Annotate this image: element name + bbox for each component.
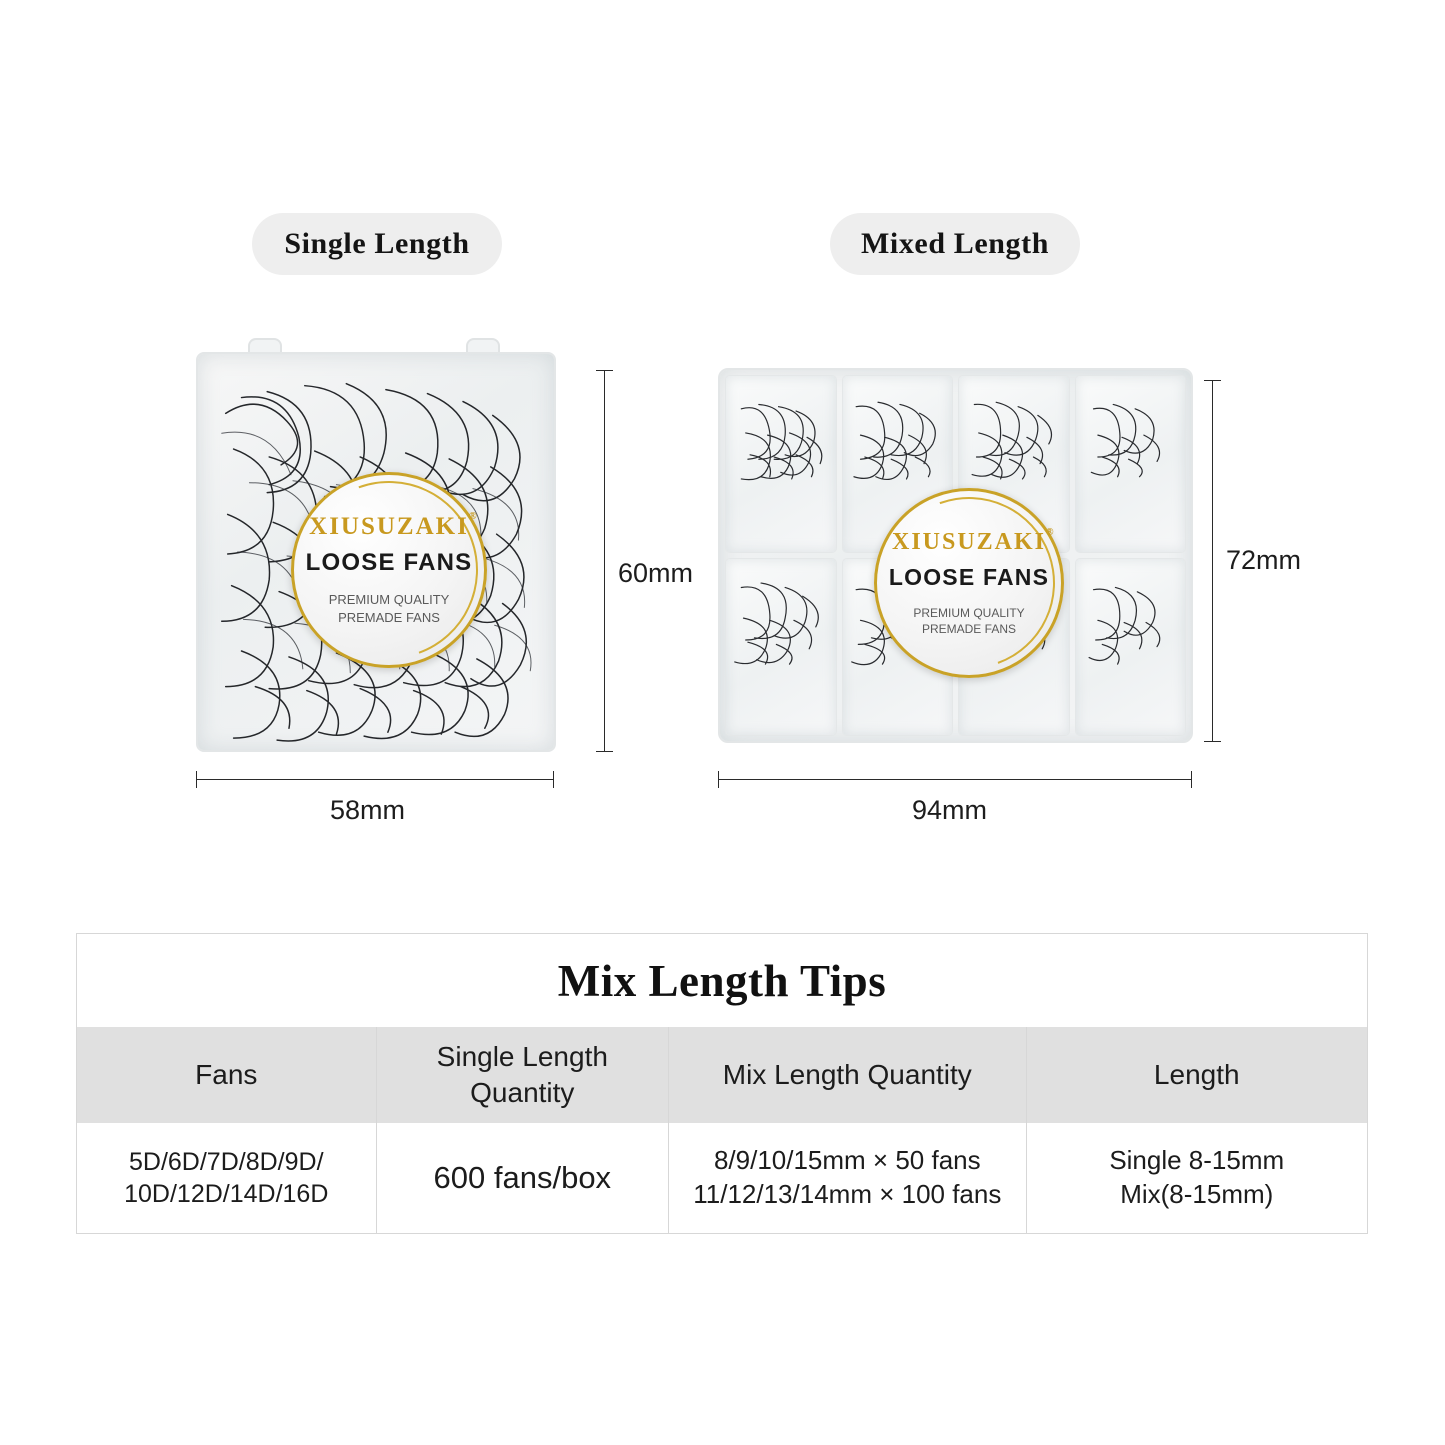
trademark-symbol: ® <box>1046 526 1056 538</box>
table-header-mix-length-quantity: Mix Length Quantity <box>669 1027 1026 1123</box>
dimension-line-single-height <box>604 370 605 752</box>
brand-sticker-single <box>291 472 487 668</box>
tagline-line-2: PREMADE FANS <box>338 610 440 625</box>
dimension-mixed-height-text: 72mm <box>1226 545 1302 575</box>
compartment <box>1075 375 1187 553</box>
label-mixed-length-text: Mixed Length <box>860 227 1050 260</box>
brand-sticker-mixed <box>874 488 1064 678</box>
table-cell-single-length-quantity: 600 fans/box <box>377 1123 670 1233</box>
dimension-mixed-width-text: 94mm <box>912 795 988 825</box>
table-cell-fans: 5D/6D/7D/8D/9D/ 10D/12D/14D/16D <box>77 1123 377 1233</box>
single-length-box-image <box>196 352 556 752</box>
table-cell-mix-length-quantity: 8/9/10/15mm × 50 fans 11/12/13/14mm × 100 fans <box>669 1123 1026 1233</box>
table-header-row <box>77 1027 1367 1123</box>
dimension-line-mixed-width <box>718 779 1192 780</box>
brand-name: XIUSUZAKI ® <box>891 526 1056 555</box>
brand-name: XIUSUZAKI ® <box>309 511 479 541</box>
dimension-line-single-width <box>196 779 554 780</box>
compartment <box>1075 558 1187 736</box>
table-cell-length: Single 8-15mm Mix(8-15mm) <box>1109 1145 1285 1209</box>
tagline-line-1: PREMIUM QUALITY <box>328 592 450 608</box>
label-single-length-text: Single Length <box>284 227 470 260</box>
mixed-length-box-image <box>718 368 1193 743</box>
product-name: LOOSE FANS <box>888 563 1050 590</box>
tagline-line-1: PREMIUM QUALITY <box>913 605 1025 620</box>
product-name: LOOSE FANS <box>305 549 473 577</box>
table-title: Mix Length Tips <box>77 934 1367 1027</box>
trademark-symbol: ® <box>468 511 479 523</box>
tagline-line-2: PREMADE FANS <box>921 622 1016 636</box>
table-row <box>77 1123 1367 1233</box>
compartment <box>725 558 837 736</box>
label-mixed-length <box>830 213 1080 275</box>
mixed-box-case <box>718 368 1193 743</box>
table-header-length: Length <box>1153 1058 1240 1090</box>
dimension-single-height-text: 60mm <box>618 558 694 588</box>
single-box-case <box>196 352 556 752</box>
table-header-fans: Fans <box>77 1027 377 1123</box>
compartment <box>725 375 837 553</box>
table-header-single-length-quantity: Single Length Quantity <box>377 1027 670 1123</box>
dimension-single-width-text: 58mm <box>330 795 406 825</box>
dimension-line-mixed-height <box>1212 380 1213 742</box>
label-single-length <box>252 213 502 275</box>
mix-length-tips-table <box>76 933 1368 1234</box>
